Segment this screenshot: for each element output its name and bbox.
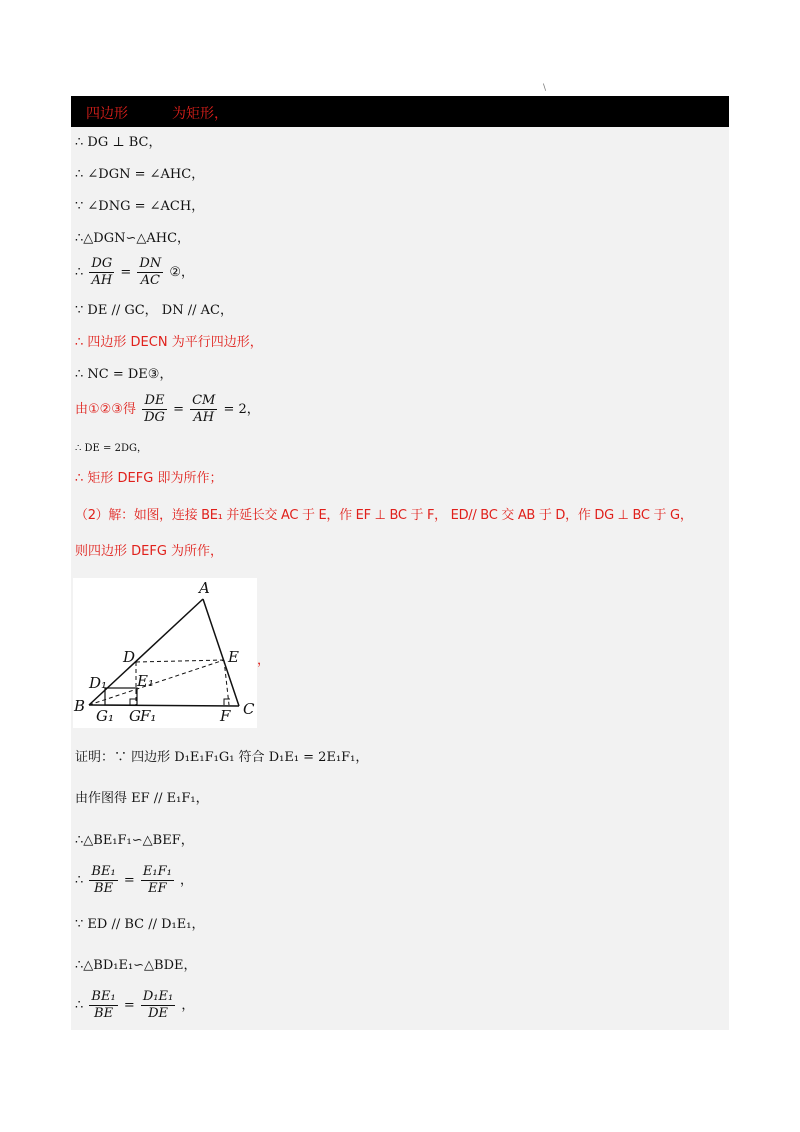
fraction-d1e1-de	[141, 989, 175, 1022]
line-de	[136, 660, 224, 662]
label-f1: F₁	[140, 707, 157, 725]
step-6: ∵ DE // GC， DN // AC，	[75, 303, 233, 318]
step-1: ∴ DG ⊥ BC，	[75, 135, 162, 150]
step-5-ratio	[75, 256, 194, 289]
denominator: DG	[144, 410, 165, 425]
page-mark: \	[543, 83, 547, 93]
step-5-suffix: ②，	[169, 265, 195, 280]
numerator: DG	[91, 256, 113, 271]
denominator: BE	[94, 1006, 114, 1021]
numerator: E₁F₁	[142, 864, 172, 879]
numerator: BE₁	[91, 989, 116, 1004]
label-g: G	[129, 707, 141, 725]
header-bar	[71, 96, 729, 127]
ratio-2-prefix: ∴	[75, 998, 84, 1013]
label-f: F	[220, 707, 231, 725]
denominator: AH	[91, 273, 113, 288]
numerator: DN	[139, 256, 162, 271]
proof-similar-1: ∴△BE₁F₁∽△BEF，	[75, 833, 194, 848]
ratio-2-suffix: ，	[181, 998, 195, 1013]
label-a: A	[199, 579, 210, 597]
label-g1: G₁	[96, 707, 114, 725]
label-b: B	[74, 697, 86, 715]
step-9-prefix: 由①②③得	[75, 402, 136, 417]
proof-parallel-2: ∵ ED // BC // D₁E₁，	[75, 917, 205, 932]
solution-panel	[71, 96, 729, 1030]
step-3: ∵ ∠DNG = ∠ACH，	[75, 199, 205, 214]
fraction-be1-be	[89, 864, 117, 897]
denominator: DE	[148, 1006, 168, 1021]
proof-similar-2: ∴△BD₁E₁∽△BDE，	[75, 958, 197, 973]
proof-start: 证明：∵ 四边形 D₁E₁F₁G₁ 符合 D₁E₁ = 2E₁F₁，	[75, 750, 369, 765]
fraction-e1f1-ef	[141, 864, 174, 897]
equals: =	[173, 402, 184, 417]
fraction-be1-be-2	[89, 989, 117, 1022]
step-8: ∴ NC = DE③，	[75, 367, 173, 382]
numerator: D₁E₁	[142, 989, 174, 1004]
triangle-diagram	[73, 578, 257, 728]
equals: =	[120, 265, 132, 280]
fraction-dg-ah	[89, 256, 114, 289]
step-11: ∴ 矩形 DEFG 即为所作；	[75, 471, 223, 486]
step-7-text: ∴ 四边形 DECN 为平行四边形，	[75, 335, 263, 350]
denominator: AH	[193, 410, 215, 425]
right-angle-mark-g	[130, 699, 136, 705]
fraction-cm-ah	[190, 393, 217, 426]
header-right-text: 为矩形，	[172, 106, 228, 122]
step-2: ∴ ∠DGN = ∠AHC，	[75, 167, 205, 182]
proof-parallel: 由作图得 EF // E₁F₁，	[75, 791, 209, 806]
part-2-intro: （2）解：如图，连接 BE₁ 并延长交 AC 于 E，作 EF ⊥ BC 于 F， ED// BC 交 AB 于 D，作 DG ⊥ BC 于 G，	[75, 508, 693, 523]
triangle-figure	[73, 578, 257, 728]
label-d: D	[123, 648, 136, 666]
header-left-text: 四边形	[86, 106, 128, 122]
fraction-dn-ac	[137, 256, 163, 289]
step-5-prefix: ∴	[75, 265, 84, 280]
numerator: BE₁	[91, 864, 116, 879]
figure-comma: ，	[257, 653, 271, 668]
step-7	[75, 334, 263, 352]
denominator: BE	[94, 881, 114, 896]
step-9-suffix: = 2，	[223, 402, 260, 417]
ratio-1-prefix: ∴	[75, 873, 84, 888]
step-4: ∴△DGN∽△AHC，	[75, 231, 191, 246]
equals: =	[123, 998, 135, 1013]
step-9-ratio	[75, 393, 260, 426]
label-d1: D₁	[89, 674, 108, 692]
equals: =	[123, 873, 135, 888]
line-be	[89, 660, 224, 705]
fraction-de-dg	[142, 393, 167, 426]
part-2-conclusion: 则四边形 DEFG 为所作，	[75, 544, 224, 559]
label-c: C	[243, 700, 255, 718]
proof-ratio-2	[75, 989, 194, 1022]
proof-ratio-1	[75, 864, 193, 897]
step-10: ∴ DE = 2DG，	[75, 443, 147, 454]
label-e1: E₁	[137, 672, 154, 690]
denominator: EF	[148, 881, 167, 896]
denominator: AC	[140, 273, 160, 288]
label-e: E	[228, 648, 239, 666]
ratio-1-suffix: ，	[179, 873, 193, 888]
numerator: DE	[142, 393, 167, 410]
numerator: CM	[192, 393, 216, 408]
